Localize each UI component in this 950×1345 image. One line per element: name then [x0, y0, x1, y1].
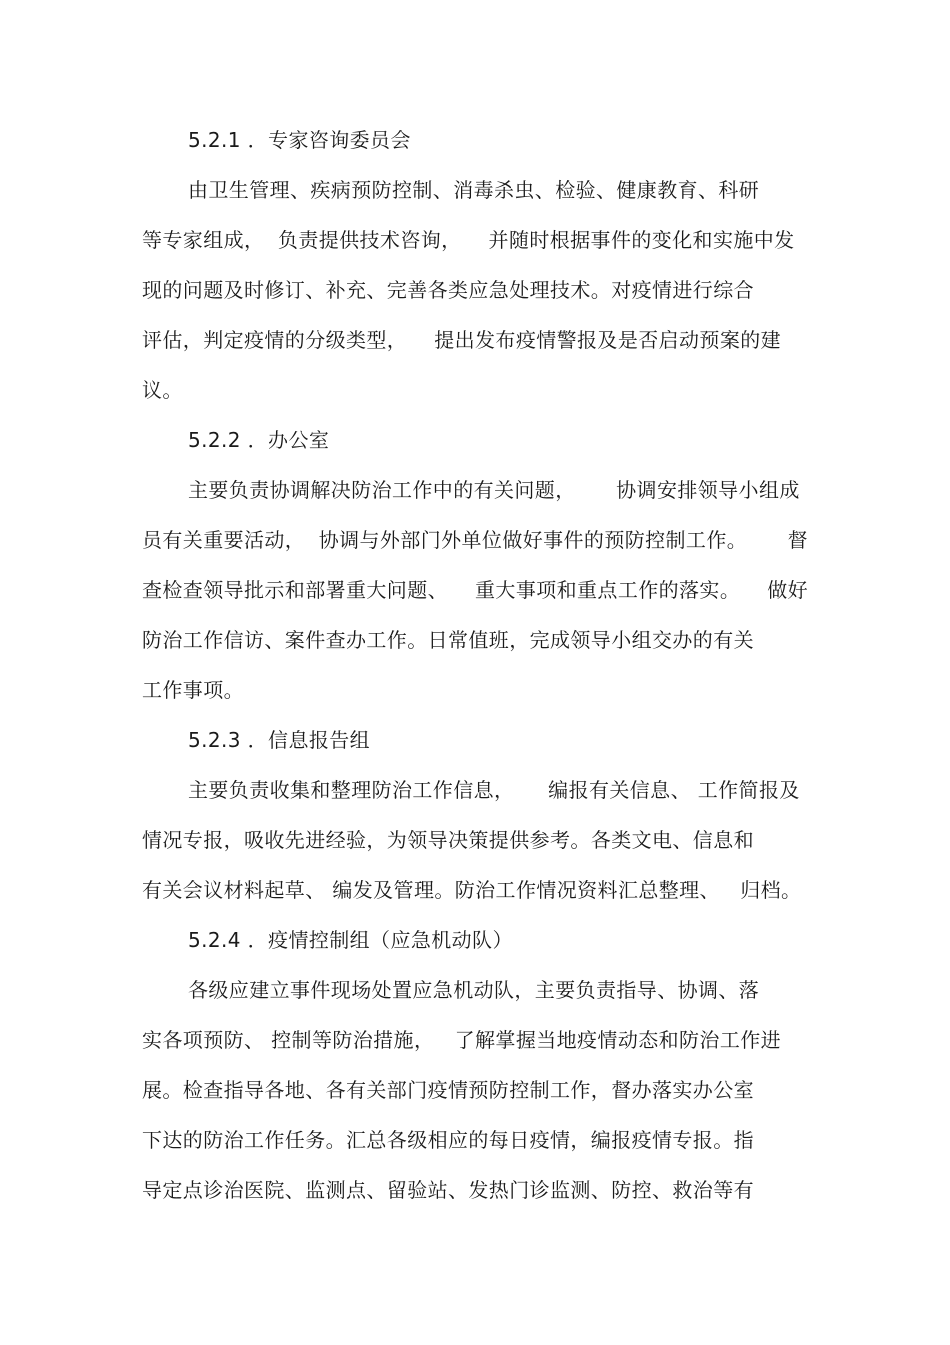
paragraph-line: 导定点诊治医院、监测点、留验站、发热门诊监测、防控、救治等有	[142, 1178, 754, 1202]
section-heading: 5.2.1 ．专家咨询委员会	[188, 128, 411, 152]
paragraph-line: 防治工作信访、案件查办工作。日常值班，完成领导小组交办的有关	[142, 628, 754, 652]
paragraph-line: 评估，判定疫情的分级类型， 提出发布疫情警报及是否启动预案的建	[142, 328, 782, 352]
paragraph-line: 现的问题及时修订、补充、完善各类应急处理技术。对疫情进行综合	[142, 278, 754, 302]
paragraph-line: 议。	[142, 378, 183, 402]
paragraph-line: 等专家组成， 负责提供技术咨询， 并随时根据事件的变化和实施中发	[142, 228, 795, 252]
paragraph-line: 情况专报，吸收先进经验，为领导决策提供参考。各类文电、信息和	[142, 828, 754, 852]
section-heading: 5.2.4 ．疫情控制组（应急机动队）	[188, 928, 513, 952]
paragraph-line: 由卫生管理、疾病预防控制、消毒杀虫、检验、健康教育、科研	[188, 178, 760, 202]
section-heading: 5.2.3 ．信息报告组	[188, 728, 371, 752]
paragraph-line: 工作事项。	[142, 678, 244, 702]
paragraph-line: 主要负责协调解决防治工作中的有关问题， 协调安排领导小组成	[188, 478, 800, 502]
paragraph-line: 主要负责收集和整理防治工作信息， 编报有关信息、 工作简报及	[188, 778, 800, 802]
paragraph-line: 下达的防治工作任务。汇总各级相应的每日疫情，编报疫情专报。指	[142, 1128, 754, 1152]
paragraph-line: 各级应建立事件现场处置应急机动队，主要负责指导、协调、落	[188, 978, 760, 1002]
paragraph-line: 员有关重要活动， 协调与外部门外单位做好事件的预防控制工作。 督	[142, 528, 809, 552]
paragraph-line: 实各项预防、 控制等防治措施， 了解掌握当地疫情动态和防治工作进	[142, 1028, 782, 1052]
section-heading: 5.2.2 ．办公室	[188, 428, 330, 452]
paragraph-line: 有关会议材料起草、 编发及管理。防治工作情况资料汇总整理、 归档。	[142, 878, 802, 902]
paragraph-line: 展。检查指导各地、各有关部门疫情预防控制工作，督办落实办公室	[142, 1078, 754, 1102]
paragraph-line: 查检查领导批示和部署重大问题、 重大事项和重点工作的落实。 做好	[142, 578, 809, 602]
